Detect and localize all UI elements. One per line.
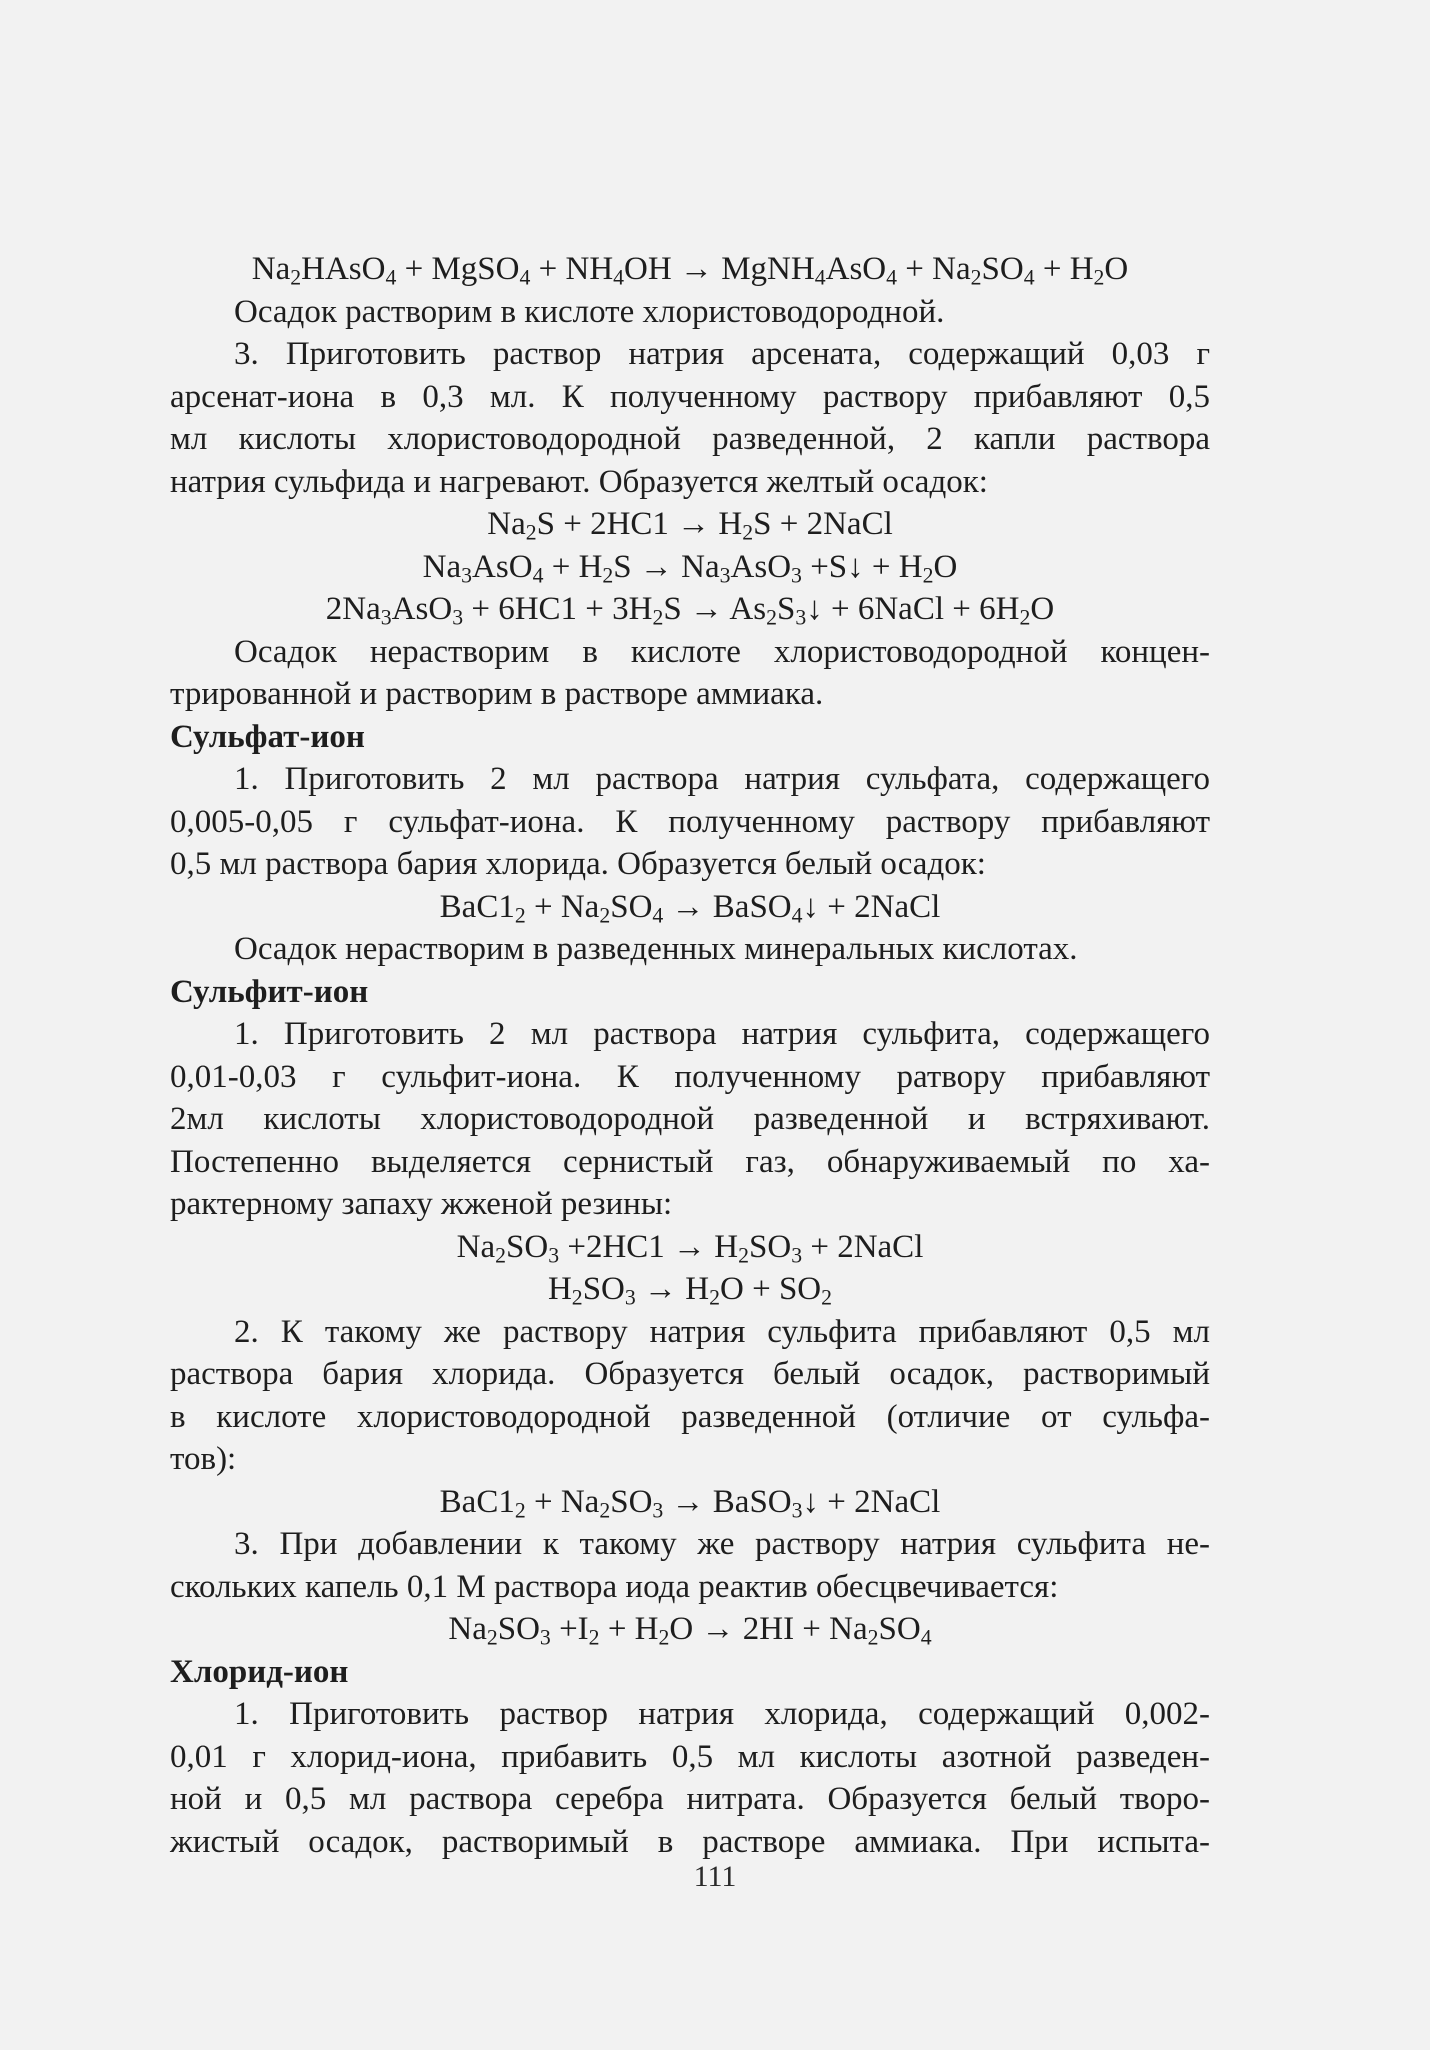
chemical-equation: $Na_2S + 2HC1 \to H_2S$ + 2NaCl <box>487 506 893 545</box>
paragraph-line: 1. Приготовить раствор натрия хлорида, содержащий 0,002- <box>234 1696 1210 1732</box>
paragraph-line: 1. Приготовить 2 мл раствора натрия сульфита, содержащего <box>234 1016 1210 1052</box>
paragraph-line: Постепенно выделяется сернистый газ, обнаруживаемый по ха- <box>170 1143 1210 1180</box>
paragraph-line: в кислоте хлористоводородной разведенной (отличие от сульфа- <box>170 1398 1210 1435</box>
section-heading: Хлорид-ион <box>170 1653 349 1690</box>
chemical-equation: $Na_2SO_3 +I_2 + H_2O \to 2HI + Na_2SO_4$ <box>448 1611 932 1650</box>
paragraph-line: тов): <box>170 1441 237 1477</box>
chemical-equation: $Na_2HAsO_4$ + MgSO$_4$ + $NH_4OH$ → MgNH$_4$AsO$_4$ + $Na_2SO_4 + H_2O$ <box>251 251 1129 290</box>
section-heading: Сульфит-ион <box>170 973 369 1010</box>
chemical-equation: $2Na_3AsO_3 + 6HC1 + 3H_2S$ → $As_2S_3↓$ + 6NaCl + $6H_2O$ <box>325 591 1055 630</box>
chemical-equation: $BaC1_2 + Na_2SO_3$ → BaSO$_3$↓ + 2NaCl <box>439 1483 941 1522</box>
paragraph-line: 0,005-0,05 г сульфат-иона. К полученному раствору прибавляют <box>170 803 1210 840</box>
chemical-equation: $Na_2SO_3 +2HC1 \to H_2SO_3$ + 2NaCl <box>456 1228 924 1267</box>
paragraph <box>170 631 1210 716</box>
chemical-equation: $Na_3AsO_4 + H_2S \to Na_3AsO_3$ +S↓ + $H_2O$ <box>422 548 958 587</box>
paragraph-line: арсенат-иона в 0,3 мл. К полученному раствору прибавляют 0,5 <box>170 378 1210 415</box>
paragraph-line: натрия сульфида и нагревают. Образуется желтый осадок: <box>170 463 988 500</box>
paragraph-line: 0,5 мл раствора бария хлорида. Образуется белый осадок: <box>170 846 986 882</box>
paragraph-line: ной и 0,5 мл раствора серебра нитрата. Образуется белый творо- <box>170 1781 1210 1817</box>
section-heading: Сульфат-ион <box>170 718 365 755</box>
paragraph <box>170 1013 1210 1226</box>
paragraph-line: Осадок нерастворим в кислоте хлористоводородной концен- <box>234 633 1210 670</box>
paragraph <box>170 1693 1210 1863</box>
chemical-equation: $H_2SO_3 \to H_2O + SO_2$ <box>547 1271 833 1310</box>
page-number: 111 <box>693 1860 737 1893</box>
paragraph-line: мл кислоты хлористоводородной разведенной, 2 капли раствора <box>170 421 1210 457</box>
paragraph-line: раствора бария хлорида. Образуется белый осадок, растворимый <box>170 1356 1210 1392</box>
page-text <box>170 248 1210 1863</box>
paragraph <box>170 333 1210 503</box>
paragraph-line: 3. Приготовить раствор натрия арсената, содержащий 0,03 г <box>234 336 1210 372</box>
paragraph-line: 2. К такому же раствору натрия сульфита прибавляют 0,5 мл <box>234 1313 1210 1350</box>
paragraph <box>170 1311 1210 1481</box>
paragraph-line: 0,01-0,03 г сульфит-иона. К полученному ратвору прибавляют <box>170 1058 1210 1095</box>
paragraph-line: 2мл кислоты хлористоводородной разведенной и встряхивают. <box>170 1101 1210 1137</box>
paragraph-line: скольких капель 0,1 М раствора иода реактив обесцвечивается: <box>170 1568 1059 1605</box>
paragraph <box>170 758 1210 886</box>
paragraph <box>170 1523 1210 1608</box>
paragraph-line: Осадок нерастворим в разведенных минеральных кислотах. <box>234 931 1078 967</box>
paragraph-line: Осадок растворим в кислоте хлористоводородной. <box>234 293 945 330</box>
paragraph-line: трированной и растворим в растворе аммиака. <box>170 676 824 712</box>
chemical-equation: $BaC1_2 + Na_2SO_4$ → BaSO$_4$↓ + 2NaCl <box>439 888 941 927</box>
paragraph-line: 1. Приготовить 2 мл раствора натрия сульфата, содержащего <box>234 761 1210 797</box>
paragraph-line: рактерному запаху жженой резины: <box>170 1186 673 1222</box>
paragraph-line: жистый осадок, растворимый в растворе аммиака. При испыта- <box>170 1823 1210 1860</box>
paragraph-line: 0,01 г хлорид-иона, прибавить 0,5 мл кислоты азотной разведен- <box>170 1738 1210 1775</box>
paragraph-line: 3. При добавлении к такому же раствору натрия сульфита не- <box>234 1526 1210 1562</box>
